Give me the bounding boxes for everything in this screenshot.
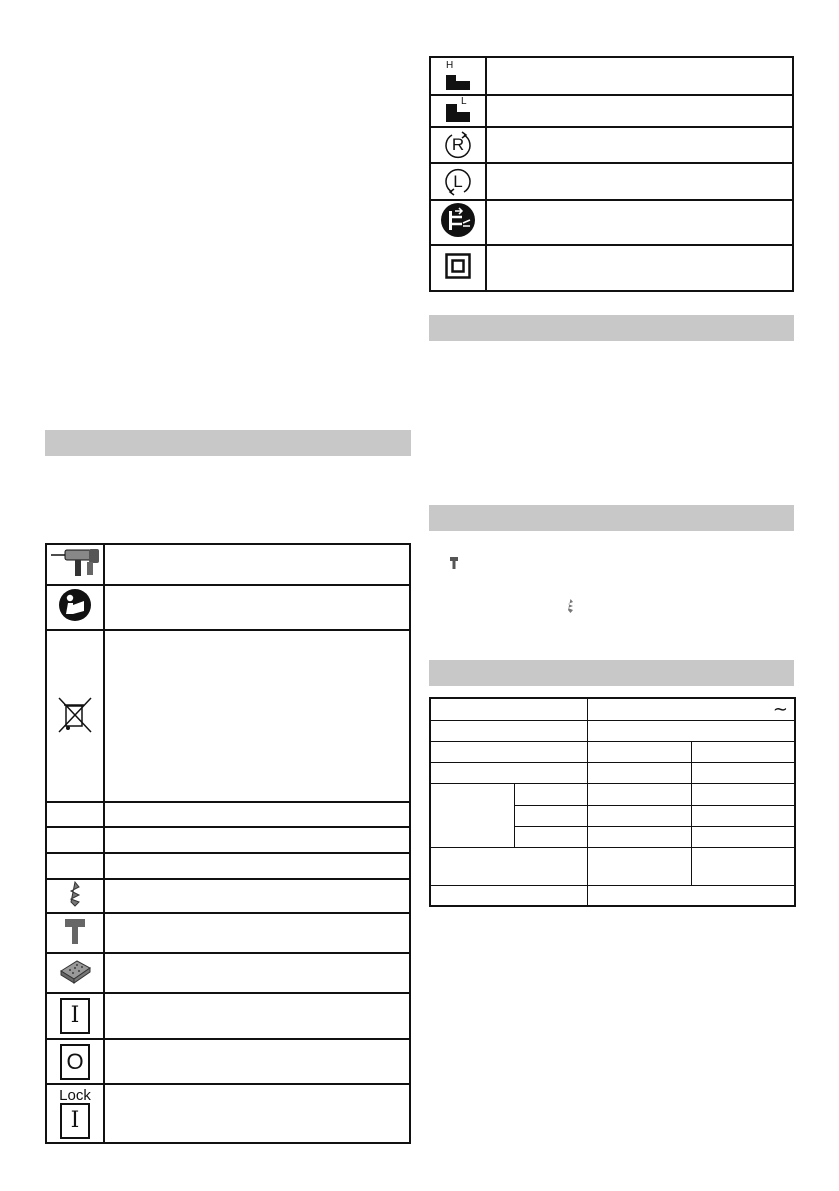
section-header-bar-right-3 xyxy=(429,660,794,686)
gear-high-letter: H xyxy=(446,60,454,71)
clockwise-rotation-icon xyxy=(430,127,486,163)
table-cell xyxy=(587,762,691,783)
symbol-row xyxy=(46,853,410,879)
section-header-bar-right-2 xyxy=(429,505,794,531)
switch-on-icon xyxy=(46,993,104,1039)
unplug-before-service-icon xyxy=(430,200,486,245)
table-cell xyxy=(430,741,587,762)
table-row xyxy=(430,741,795,762)
table-cell xyxy=(430,762,587,783)
symbol-row xyxy=(430,127,793,163)
ac-current-icon: ∼ xyxy=(772,699,788,720)
table-cell xyxy=(587,885,795,906)
symbol-description xyxy=(104,544,410,585)
symbol-row xyxy=(430,245,793,291)
table-cell xyxy=(691,762,795,783)
table-cell xyxy=(430,885,587,906)
drill-bit-icon xyxy=(46,879,104,913)
symbol-row xyxy=(46,1039,410,1084)
double-insulation-icon xyxy=(430,245,486,291)
table-cell xyxy=(430,720,587,741)
symbol-cell-empty xyxy=(46,853,104,879)
symbol-description xyxy=(104,913,410,953)
table-row xyxy=(430,783,795,805)
table-cell xyxy=(691,826,795,847)
table-cell xyxy=(691,783,795,805)
section-header-bar-right-1 xyxy=(429,315,794,341)
table-cell xyxy=(514,826,587,847)
symbol-description xyxy=(104,827,410,853)
table-cell xyxy=(587,698,795,720)
table-cell xyxy=(430,847,587,885)
symbol-description xyxy=(104,993,410,1039)
table-cell xyxy=(587,720,795,741)
symbol-description xyxy=(104,879,410,913)
symbol-description xyxy=(486,127,793,163)
symbol-description xyxy=(104,853,410,879)
symbol-description xyxy=(486,57,793,95)
symbol-description xyxy=(486,245,793,291)
rotary-hammer-drill-icon xyxy=(46,544,104,585)
symbol-row xyxy=(430,57,793,95)
symbol-row xyxy=(46,630,410,802)
table-cell xyxy=(514,805,587,826)
symbol-row xyxy=(46,802,410,827)
hammer-icon xyxy=(46,913,104,953)
symbol-row xyxy=(46,544,410,585)
symbol-row xyxy=(46,913,410,953)
symbol-row xyxy=(46,879,410,913)
table-cell xyxy=(587,847,691,885)
high-speed-gear-icon xyxy=(430,57,486,95)
switch-off-glyph: O xyxy=(60,1044,90,1080)
table-row xyxy=(430,885,795,906)
symbol-row xyxy=(46,993,410,1039)
table-cell xyxy=(514,783,587,805)
symbol-row xyxy=(430,95,793,127)
symbol-description xyxy=(104,1084,410,1143)
table-cell xyxy=(587,826,691,847)
table-cell xyxy=(691,847,795,885)
switch-on-glyph: I xyxy=(60,998,90,1034)
symbols-table-right xyxy=(429,56,794,292)
symbol-cell-empty xyxy=(46,827,104,853)
symbol-description xyxy=(486,163,793,200)
table-cell xyxy=(691,805,795,826)
rotate-right-letter: R xyxy=(451,135,465,154)
symbol-description xyxy=(486,95,793,127)
read-manual-icon xyxy=(46,585,104,630)
gear-low-letter: L xyxy=(461,96,467,107)
symbol-description xyxy=(104,953,410,993)
table-cell xyxy=(430,698,587,720)
table-cell xyxy=(691,741,795,762)
table-row xyxy=(430,698,795,720)
symbol-description xyxy=(104,1039,410,1084)
section-header-bar-left xyxy=(45,430,411,456)
low-speed-gear-icon xyxy=(430,95,486,127)
switch-off-icon xyxy=(46,1039,104,1084)
lock-switch-glyph: I xyxy=(60,1103,90,1139)
brick-icon xyxy=(46,953,104,993)
crossed-out-wheelie-bin-icon xyxy=(46,630,104,802)
table-cell xyxy=(587,741,691,762)
symbols-table-left xyxy=(45,543,411,1144)
symbol-description xyxy=(104,802,410,827)
lock-on-icon xyxy=(46,1084,104,1143)
rotate-left-letter: L xyxy=(453,171,463,191)
symbol-description xyxy=(104,630,410,802)
symbol-cell-empty xyxy=(46,802,104,827)
symbol-row xyxy=(430,163,793,200)
table-row xyxy=(430,762,795,783)
table-cell xyxy=(587,783,691,805)
table-cell xyxy=(430,783,514,847)
table-row xyxy=(430,847,795,885)
symbol-row xyxy=(46,827,410,853)
symbol-row xyxy=(46,585,410,630)
lock-label: Lock xyxy=(59,1087,91,1104)
symbol-row xyxy=(46,1084,410,1143)
drill-bit-icon xyxy=(567,599,574,613)
symbol-row xyxy=(430,200,793,245)
symbol-description xyxy=(486,200,793,245)
table-row xyxy=(430,720,795,741)
symbol-description xyxy=(104,585,410,630)
hammer-icon xyxy=(450,557,458,569)
symbol-row xyxy=(46,953,410,993)
counterclockwise-rotation-icon xyxy=(430,163,486,200)
table-cell xyxy=(587,805,691,826)
specifications-table xyxy=(429,697,796,907)
